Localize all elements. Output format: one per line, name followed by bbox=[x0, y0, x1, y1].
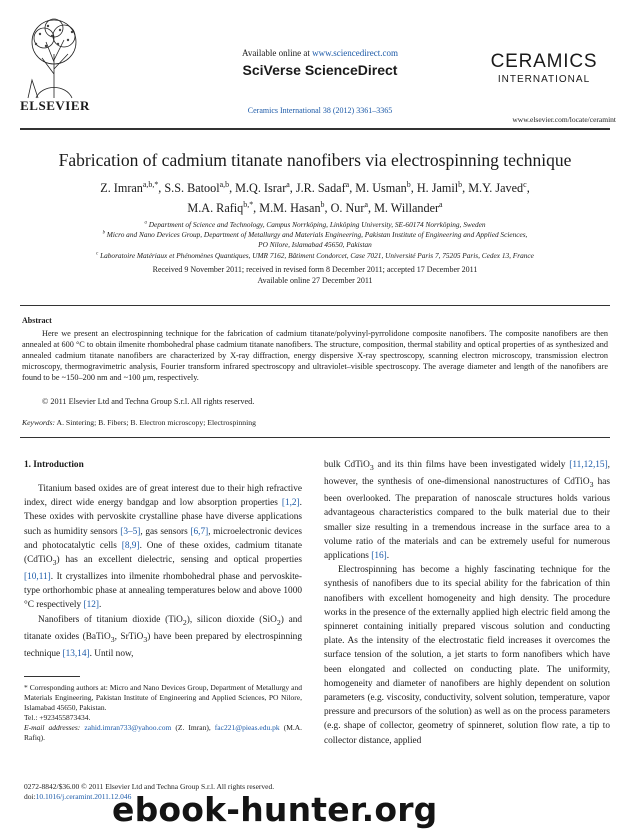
keywords-list: A. Sintering; B. Fibers; B. Electron microscopy; Electrospinning bbox=[56, 418, 256, 427]
email-owner-rafiq: (M.A. Rafiq). bbox=[24, 723, 303, 742]
available-online-line bbox=[160, 48, 480, 58]
left-column bbox=[24, 482, 302, 661]
platform-name: SciVerse ScienceDirect bbox=[242, 62, 398, 78]
header-divider bbox=[20, 128, 610, 130]
footnote bbox=[24, 683, 302, 743]
abstract-divider bbox=[20, 305, 610, 306]
received-dates: Received 9 November 2011; received in revised form 8 December 2011; accepted 17 December 2011 bbox=[152, 265, 478, 274]
affiliation-b: $^b$ Micro and Nano Devices Group, Department of Metallurgy and Materials Engineering, Pakistan Institute of Engineering and Applied Sciences, bbox=[102, 230, 528, 239]
corresponding-author-note: * Corresponding authors at: Micro and Nano Devices Group, Department of Metallurgy and Materials Engineering, Pakistan Institute of Engineering and Applied Sciences, PO Nilore, Islamabad 45650, Pakistan. bbox=[24, 683, 302, 712]
publisher-name: ELSEVIER bbox=[20, 98, 90, 113]
doi-link[interactable]: 10.1016/j.ceramint.2011.12.046 bbox=[35, 792, 132, 801]
abstract-heading: Abstract bbox=[22, 316, 52, 325]
right-column bbox=[324, 458, 610, 748]
intro-paragraph-1: Titanium based oxides are of great interest due to their high refractive index, direct wide energy bandgap and low absorption properties [1,2]. These oxides with pervoskite crystalline phase have diverse applications such as humidity sensors [3–5], gas sensors [6,7], microelectronic devices and photocatalytic cells [8,9]. One of these oxides, cadmium titanate (CdTiO$_3$) has an excellent dielectric, sensing and optical properties [10,11]. It crystallizes into ilmenite rhombohedral phase and pervoskite-type orthorhombic phase at annealing temperatures below and above 1000 °C respectively [12]. bbox=[24, 484, 302, 611]
affiliation-b-cont: PO Nilore, Islamabad 45650, Pakistan bbox=[258, 240, 372, 249]
email-link-rafiq[interactable]: fac221@pieas.edu.pk bbox=[214, 723, 280, 732]
available-online-prefix: Available online at bbox=[242, 48, 313, 58]
footnote-divider bbox=[24, 676, 80, 677]
journal-homepage-link[interactable]: www.elsevier.com/locate/ceramint bbox=[512, 115, 616, 124]
issn-line: 0272-8842/$36.00 © 2011 Elsevier Ltd and Techna Group S.r.l. All rights reserved. bbox=[24, 782, 275, 791]
email-owner-imran: (Z. Imran), bbox=[171, 723, 211, 732]
journal-logo-subtitle: INTERNATIONAL bbox=[497, 74, 591, 85]
doi-label: doi: bbox=[24, 792, 36, 801]
sciencedirect-link[interactable]: www.sciencedirect.com bbox=[312, 48, 398, 58]
affiliation-a: $^a$ Department of Science and Technology, Campus Norrköping, Linköping University, SE-60174 Norrköping, Sweden bbox=[144, 220, 486, 229]
intro-paragraph-2: Nanofibers of titanium dioxide (TiO$_2$), silicon dioxide (SiO$_2$) and titanate oxides (BaTiO$_3$, SrTiO$_3$) have been prepared by electrospinning technique [13,14]. Until now, bbox=[24, 614, 303, 659]
watermark-text: ebook-hunter.org bbox=[112, 790, 438, 829]
keywords bbox=[22, 418, 608, 427]
section-heading: 1. Introduction bbox=[24, 460, 84, 470]
affiliation-c: $^c$ Laboratoire Matériaux et Phénomènes Quantiques, UMR 7162, Bâtiment Condorcet, Case 7021, Université Paris 7, 75205 Paris, Cedex 13, France bbox=[96, 251, 534, 260]
intro-paragraph-2-cont: bulk CdTiO$_3$ and its thin films have been investigated widely [11,12,15], however, the synthesis of one-dimensional nanostructures of CdTiO$_3$ has been overlooked. The preparation of nanoscale structures holds various advantageous characteristics compared to the bulk material due to their smaller size resulting in a tremendous increase in the surface area to a volume ratio of the materials and can be extremely useful for numerous applications [16]. bbox=[324, 460, 610, 561]
elsevier-tree-logo bbox=[22, 14, 86, 110]
email-label: E-mail addresses: bbox=[24, 723, 81, 732]
email-addresses bbox=[24, 723, 302, 743]
telephone: Tel.: +923455873434. bbox=[24, 713, 91, 722]
email-link-imran[interactable]: zahid.imran733@yahoo.com bbox=[84, 723, 172, 732]
journal-logo-title: CERAMICS bbox=[490, 51, 598, 72]
abstract-text: Here we present an electrospinning technique for the fabrication of cadmium titanate/polyvinyl-pyrrolidone composite nanofibers. The composite nanofibers are then annealed at 600 °C to obtain ilmenite rhombohedral phase cadmium titanate nanofibers. The structure, composition, thermal stability and optical properties of as synthesized and annealed cadmium titanate nanofibers are characterized by X-ray diffraction, energy dispersive X-ray spectroscopy, scanning electron microscopy, transmission electron microscopy, thermogravimetric analysis, Fourier transform infrared spectroscopy and ultraviolet–visible spectroscopy. The average diameter and length of the nanofibers are found to be ~150–200 nm and ~100 μm, respectively. bbox=[22, 329, 608, 383]
available-online-date: Available online 27 December 2011 bbox=[257, 276, 373, 285]
body-divider bbox=[20, 437, 610, 438]
author-list: Z. Imran$^{a,b,*}$, S.S. Batool$^{a,b}$, M.Q. Israr$^a$, J.R. Sadaf$^a$, M. Usman$^b$, H. Jamil$^b$, M.Y. Javed$^c$, M.A. Rafiq$^{b,*}$, M.M. Hasan$^b$, O. Nur$^a$, M. Willander$^a$ bbox=[100, 179, 530, 215]
article-title: Fabrication of cadmium titanate nanofibers via electrospinning technique bbox=[58, 150, 572, 170]
journal-citation-link[interactable]: Ceramics International 38 (2012) 3361–3365 bbox=[247, 106, 393, 115]
keywords-label: Keywords: bbox=[22, 418, 56, 427]
article-dates bbox=[30, 264, 600, 286]
intro-paragraph-3: Electrospinning has become a highly fascinating technique for the synthesis of nanofibers due to its special ability for the fabrication of thin nanofibers with excellent homogeneity and high density. The procedure works in the presence of the externally applied high electric field among the spinneret containing initially prepared viscous solution and conducting plate. As the intensity of the electrostatic field increases it overcomes the surface tension of the solution, a jet starts to form nanofibers which have been elongated and collected on conducting plate. The uniformity, homogeneity and diameter of nanofibers are highly dependent on solution parameters (e.g. viscosity, conductivity, solvent solution, temperature, vapor pressure and precursors of the solution) as well as on the process parameters (e.g. shape of collector, geometry of spinneret, solution flow rate, a tip to collector distance, applied bbox=[324, 565, 610, 746]
abstract-copyright: © 2011 Elsevier Ltd and Techna Group S.r.l. All rights reserved. bbox=[42, 397, 255, 406]
